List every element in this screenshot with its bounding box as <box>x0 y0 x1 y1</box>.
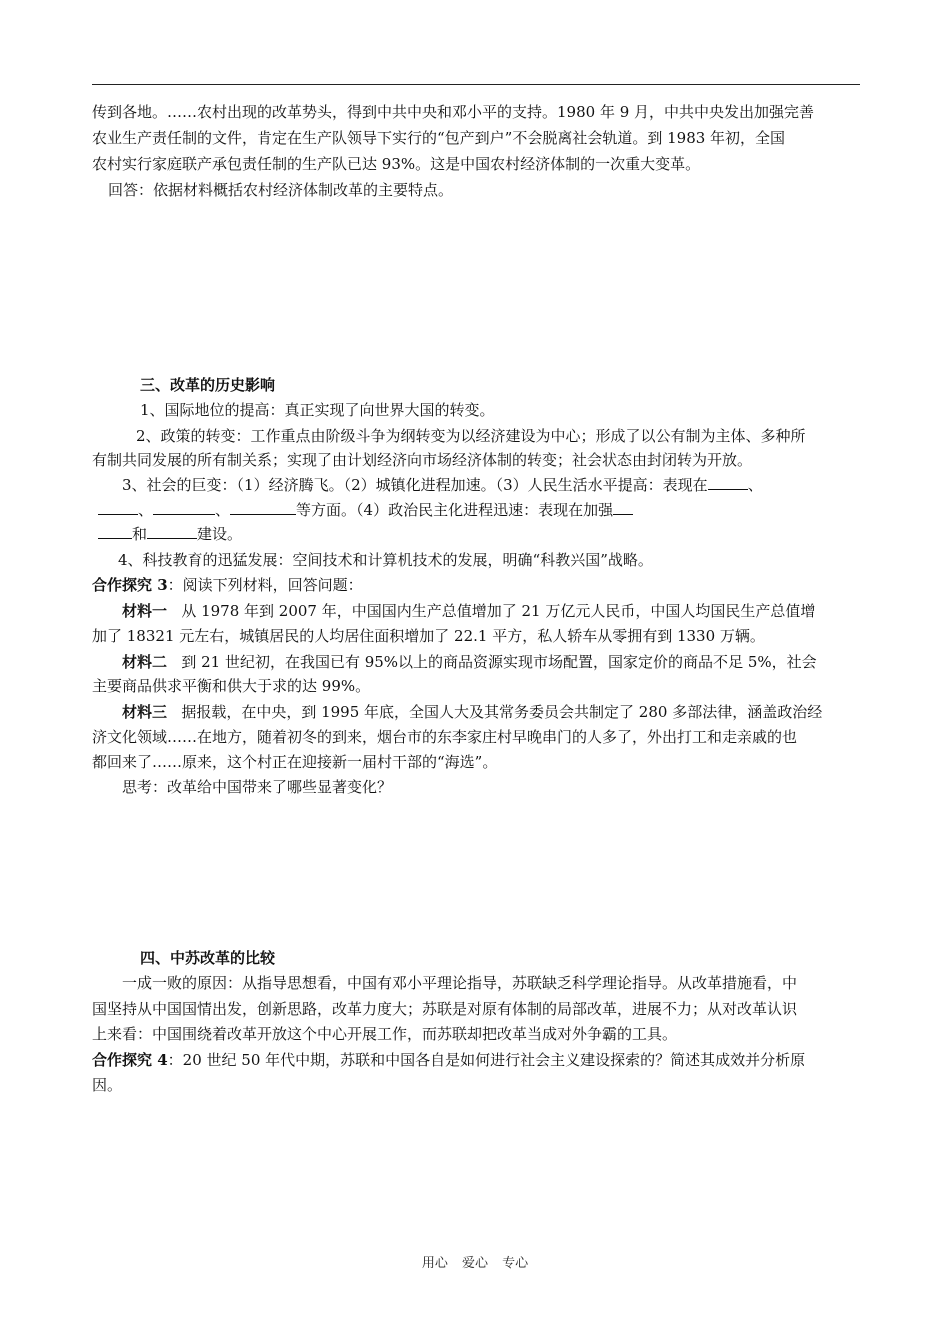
intro-line-2: 农业生产责任制的文件，肯定在生产队领导下实行的“包产到户”不会脱离社会轨道。到 1983 年初，全国 <box>92 129 786 147</box>
item-3-text-b: 等方面。（4）政治民主化进程迅速：表现在加强 <box>296 501 614 519</box>
material-1-line-2: 加了 18321 元左右，城镇居民的人均居住面积增加了 22.1 平方，私人轿车从零拥有到 1330 万辆。 <box>92 627 765 645</box>
section-3-item-3-line-2 <box>98 500 633 520</box>
blank-field-7[interactable] <box>147 524 197 539</box>
material-3-label: 材料三 <box>122 703 168 721</box>
intro-question: 回答：依据材料概括农村经济体制改革的主要特点。 <box>108 181 454 199</box>
page-footer: 用心 爱心 专心 <box>421 1256 529 1271</box>
section-4-line-1: 一成一败的原因：从指导思想看，中国有邓小平理论指导，苏联缺乏科学理论指导。从改革措施看，中 <box>122 974 798 992</box>
blank-field-2[interactable] <box>98 500 138 515</box>
explore-4-line-1 <box>92 1050 805 1070</box>
explore-4-label: 合作探究 4 <box>92 1051 168 1069</box>
material-3-text: 据报载，在中央，到 1995 年底，全国人大及其常务委员会共制定了 280 多部法律，涵盖政治经 <box>181 703 823 721</box>
blank-field-6[interactable] <box>98 524 132 539</box>
material-1-line-1 <box>122 601 815 621</box>
explore-4-line-2: 因。 <box>92 1076 123 1094</box>
item-3-text-a: 3、社会的巨变：（1）经济腾飞。（2）城镇化进程加速。（3）人民生活水平提高：表现在 <box>122 476 708 494</box>
section-3-item-3-line-3 <box>98 524 242 544</box>
explore-3-label: 合作探究 3 <box>92 576 168 594</box>
section-3-item-1: 1、国际地位的提高：真正实现了向世界大国的转变。 <box>140 401 495 419</box>
explore-3-intro <box>92 575 363 595</box>
section-3-item-2-line-1: 2、政策的转变：工作重点由阶级斗争为纲转变为以经济建设为中心；形成了以公有制为主体、多种所 <box>136 427 806 445</box>
material-2-label: 材料二 <box>122 653 168 671</box>
material-2-text: 到 21 世纪初，在我国已有 95%以上的商品资源实现市场配置，国家定价的商品不足 5%，社会 <box>181 653 817 671</box>
blank-field-1[interactable] <box>708 475 748 490</box>
section-4-heading: 四、中苏改革的比较 <box>140 949 276 967</box>
explore-4-text: ：20 世纪 50 年代中期，苏联和中国各自是如何进行社会主义建设探索的？简述其成效并分析原 <box>167 1051 806 1069</box>
material-1-text: 从 1978 年到 2007 年，中国国内生产总值增加了 21 万亿元人民币，中国人均国民生产总值增 <box>181 602 816 620</box>
explore-3-think: 思考：改革给中国带来了哪些显著变化？ <box>122 778 393 796</box>
section-3-item-2-line-2: 有制共同发展的所有制关系；实现了由计划经济向市场经济体制的转变；社会状态由封闭转为开放。 <box>92 451 753 469</box>
material-2-line-2: 主要商品供求平衡和供大于求的达 99%。 <box>92 677 371 695</box>
blank-field-3[interactable] <box>153 500 215 515</box>
item-3-end: 建设。 <box>197 525 243 543</box>
explore-3-prompt: ：阅读下列材料，回答问题： <box>167 576 363 594</box>
material-3-line-1 <box>122 702 822 722</box>
section-4-line-2: 国坚持从中国国情出发，创新思路，改革力度大；苏联是对原有体制的局部改革，进展不力；从对改革认识 <box>92 1000 798 1018</box>
blank-field-4[interactable] <box>230 500 296 515</box>
separator: 、 <box>215 501 231 519</box>
header-rule <box>92 84 860 85</box>
material-1-label: 材料一 <box>122 602 168 620</box>
blank-field-5[interactable] <box>613 500 633 515</box>
section-3-item-4: 4、科技教育的迅猛发展：空间技术和计算机技术的发展，明确“科教兴国”战略。 <box>118 551 653 569</box>
and-text: 和 <box>132 525 148 543</box>
intro-line-1: 传到各地。……农村出现的改革势头，得到中共中央和邓小平的支持。1980 年 9 月，中共中央发出加强完善 <box>92 103 815 121</box>
intro-line-3: 农村实行家庭联产承包责任制的生产队已达 93%。这是中国农村经济体制的一次重大变革。 <box>92 155 701 173</box>
section-3-item-3-line-1 <box>122 475 763 495</box>
section-3-heading: 三、改革的历史影响 <box>140 376 276 394</box>
material-3-line-2: 济文化领域……在地方，随着初冬的到来，烟台市的东李家庄村早晚串门的人多了，外出打工和走亲戚的也 <box>92 728 798 746</box>
material-2-line-1 <box>122 652 817 672</box>
section-4-line-3: 上来看：中国围绕着改革开放这个中心开展工作，而苏联却把改革当成对外争霸的工具。 <box>92 1025 678 1043</box>
separator: 、 <box>138 501 154 519</box>
separator: 、 <box>747 476 763 494</box>
material-3-line-3: 都回来了……原来，这个村正在迎接新一届村干部的“海选”。 <box>92 753 498 771</box>
